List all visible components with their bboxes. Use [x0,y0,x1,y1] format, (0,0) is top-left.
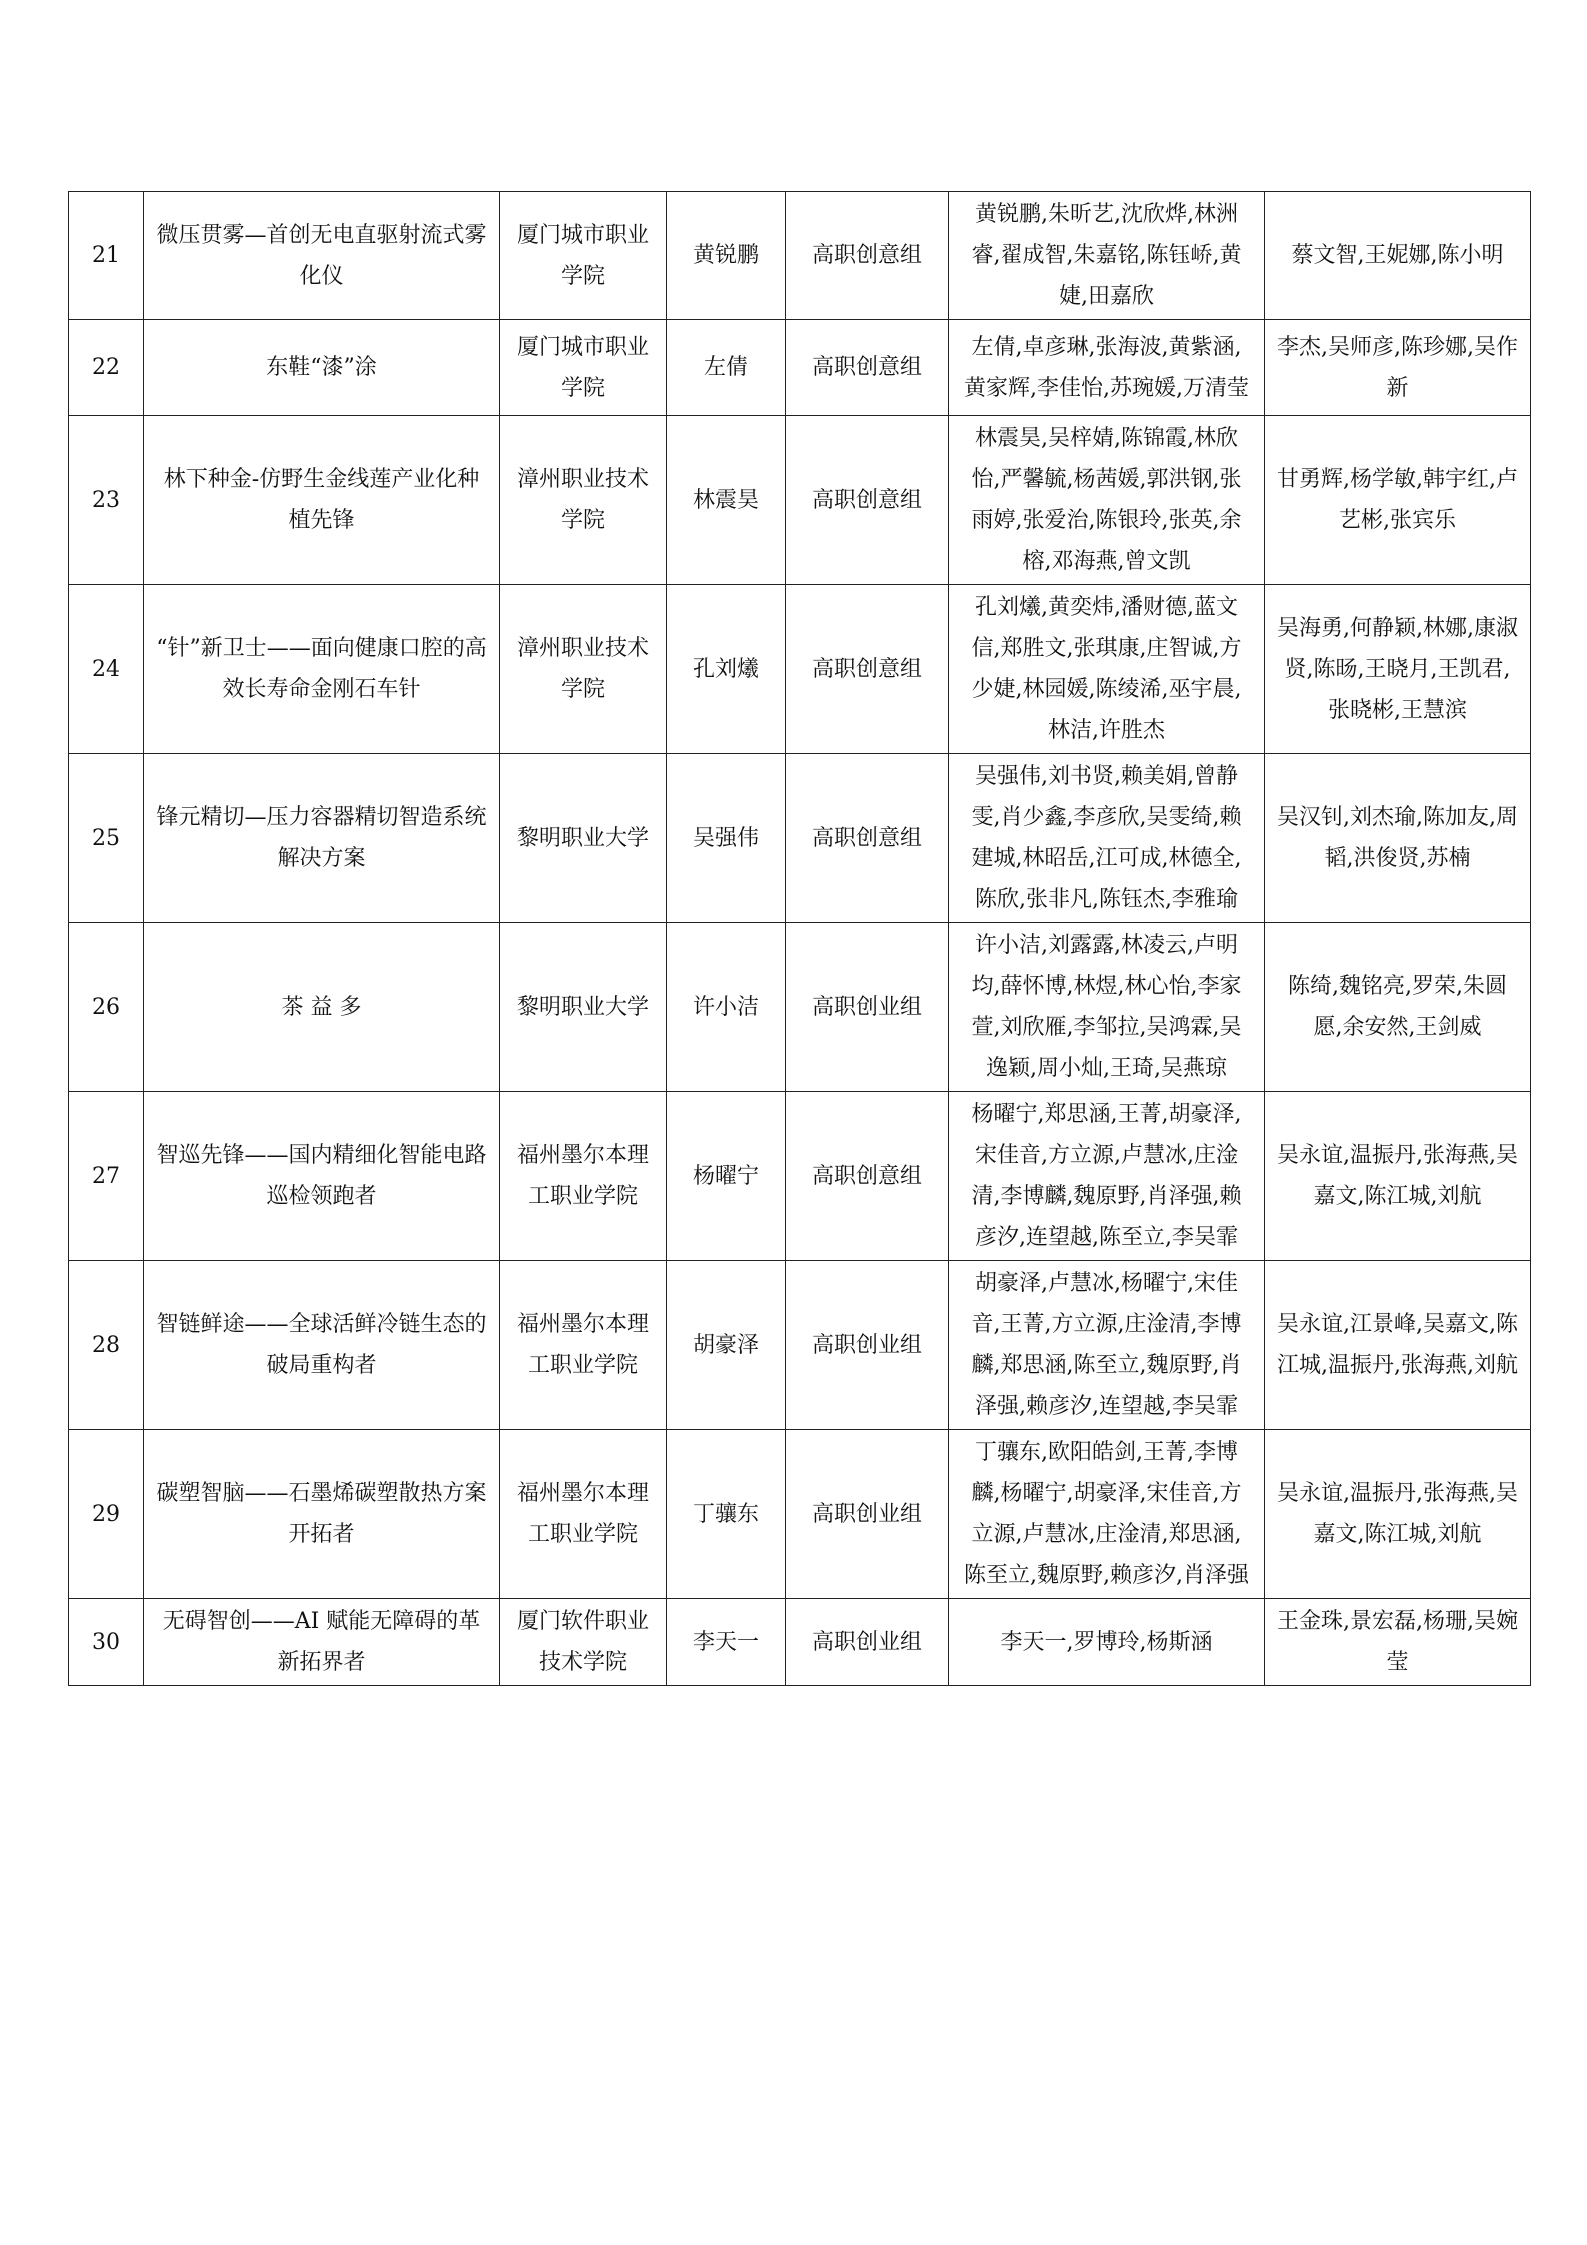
team-leader: 林震昊 [667,416,786,585]
advisors: 李杰,吴师彦,陈珍娜,吴作新 [1265,320,1531,416]
project-name: “针”新卫士——面向健康口腔的高效长寿命金刚石车针 [144,585,500,754]
team-members: 林震昊,吴梓婧,陈锦霞,林欣怡,严馨毓,杨茜媛,郭洪钢,张雨婷,张爱治,陈银玲,张英,余榕,邓海燕,曾文凯 [949,416,1265,585]
row-number: 25 [69,754,144,923]
competition-group: 高职创业组 [786,1261,949,1430]
team-members: 左倩,卓彦琳,张海波,黄紫涵,黄家辉,李佳怡,苏琬媛,万清莹 [949,320,1265,416]
school-name: 黎明职业大学 [500,754,667,923]
team-members: 孔刘爔,黄奕炜,潘财德,蓝文信,郑胜文,张琪康,庄智诚,方少婕,林园媛,陈绫浠,巫宇晨,林洁,许胜杰 [949,585,1265,754]
row-number: 29 [69,1430,144,1599]
project-name: 林下种金-仿野生金线莲产业化种植先锋 [144,416,500,585]
team-leader: 许小洁 [667,923,786,1092]
team-members: 许小洁,刘露露,林凌云,卢明均,薛怀博,林煜,林心怡,李家萱,刘欣雁,李邹拉,吴鸿霖,吴逸颖,周小灿,王琦,吴燕琼 [949,923,1265,1092]
competition-group: 高职创意组 [786,754,949,923]
table-row [69,1430,1531,1599]
team-members: 杨曜宁,郑思涵,王菁,胡豪泽,宋佳音,方立源,卢慧冰,庄淦清,李博麟,魏原野,肖泽强,赖彦汐,连望越,陈至立,李吴霏 [949,1092,1265,1261]
team-members: 李天一,罗博玲,杨斯涵 [949,1599,1265,1686]
table-row [69,416,1531,585]
competition-group: 高职创意组 [786,320,949,416]
table-row [69,1092,1531,1261]
school-name: 厦门城市职业学院 [500,320,667,416]
project-name: 茶 益 多 [144,923,500,1092]
table-row [69,1261,1531,1430]
competition-group: 高职创意组 [786,1092,949,1261]
project-name: 碳塑智脑——石墨烯碳塑散热方案开拓者 [144,1430,500,1599]
team-leader: 李天一 [667,1599,786,1686]
row-number: 21 [69,192,144,320]
advisors: 王金珠,景宏磊,杨珊,吴婉莹 [1265,1599,1531,1686]
row-number: 27 [69,1092,144,1261]
table-row [69,320,1531,416]
team-members: 丁骧东,欧阳皓剑,王菁,李博麟,杨曜宁,胡豪泽,宋佳音,方立源,卢慧冰,庄淦清,郑思涵,陈至立,魏原野,赖彦汐,肖泽强 [949,1430,1265,1599]
school-name: 厦门软件职业技术学院 [500,1599,667,1686]
team-members: 黄锐鹏,朱昕艺,沈欣烨,林洲睿,翟成智,朱嘉铭,陈钰峤,黄婕,田嘉欣 [949,192,1265,320]
competition-group: 高职创意组 [786,585,949,754]
school-name: 漳州职业技术学院 [500,585,667,754]
school-name: 福州墨尔本理工职业学院 [500,1261,667,1430]
project-name: 智巡先锋——国内精细化智能电路巡检领跑者 [144,1092,500,1261]
advisors: 吴永谊,温振丹,张海燕,吴嘉文,陈江城,刘航 [1265,1430,1531,1599]
project-name: 锋元精切—压力容器精切智造系统解决方案 [144,754,500,923]
table-row [69,923,1531,1092]
row-number: 26 [69,923,144,1092]
team-leader: 黄锐鹏 [667,192,786,320]
project-name: 微压贯雾—首创无电直驱射流式雾化仪 [144,192,500,320]
project-name: 无碍智创——AI 赋能无障碍的革新拓界者 [144,1599,500,1686]
advisors: 蔡文智,王妮娜,陈小明 [1265,192,1531,320]
row-number: 23 [69,416,144,585]
row-number: 22 [69,320,144,416]
team-members: 胡豪泽,卢慧冰,杨曜宁,宋佳音,王菁,方立源,庄淦清,李博麟,郑思涵,陈至立,魏原野,肖泽强,赖彦汐,连望越,李吴霏 [949,1261,1265,1430]
table-row [69,192,1531,320]
advisors: 甘勇辉,杨学敏,韩宇红,卢艺彬,张宾乐 [1265,416,1531,585]
table-row [69,1599,1531,1686]
team-leader: 丁骧东 [667,1430,786,1599]
team-leader: 吴强伟 [667,754,786,923]
table-row [69,585,1531,754]
advisors: 吴永谊,江景峰,吴嘉文,陈江城,温振丹,张海燕,刘航 [1265,1261,1531,1430]
row-number: 24 [69,585,144,754]
competition-group: 高职创业组 [786,923,949,1092]
school-name: 黎明职业大学 [500,923,667,1092]
school-name: 漳州职业技术学院 [500,416,667,585]
table-row [69,754,1531,923]
competition-group: 高职创意组 [786,416,949,585]
advisors: 吴汉钊,刘杰瑜,陈加友,周韬,洪俊贤,苏楠 [1265,754,1531,923]
project-name: 东鞋“漆”涂 [144,320,500,416]
advisors: 陈绮,魏铭亮,罗荣,朱圆愿,余安然,王剑威 [1265,923,1531,1092]
school-name: 福州墨尔本理工职业学院 [500,1092,667,1261]
advisors: 吴永谊,温振丹,张海燕,吴嘉文,陈江城,刘航 [1265,1092,1531,1261]
competition-group: 高职创业组 [786,1430,949,1599]
team-leader: 左倩 [667,320,786,416]
team-leader: 杨曜宁 [667,1092,786,1261]
row-number: 28 [69,1261,144,1430]
team-leader: 孔刘爔 [667,585,786,754]
team-members: 吴强伟,刘书贤,赖美娟,曾静雯,肖少鑫,李彦欣,吴雯绮,赖建城,林昭岳,江可成,林德全,陈欣,张非凡,陈钰杰,李雅瑜 [949,754,1265,923]
competition-group: 高职创意组 [786,192,949,320]
roster-body [69,192,1531,1686]
competition-group: 高职创业组 [786,1599,949,1686]
award-roster-table [68,191,1531,1686]
school-name: 福州墨尔本理工职业学院 [500,1430,667,1599]
advisors: 吴海勇,何静颖,林娜,康淑贤,陈旸,王晓月,王凯君,张晓彬,王慧滨 [1265,585,1531,754]
school-name: 厦门城市职业学院 [500,192,667,320]
team-leader: 胡豪泽 [667,1261,786,1430]
project-name: 智链鲜途——全球活鲜冷链生态的破局重构者 [144,1261,500,1430]
row-number: 30 [69,1599,144,1686]
